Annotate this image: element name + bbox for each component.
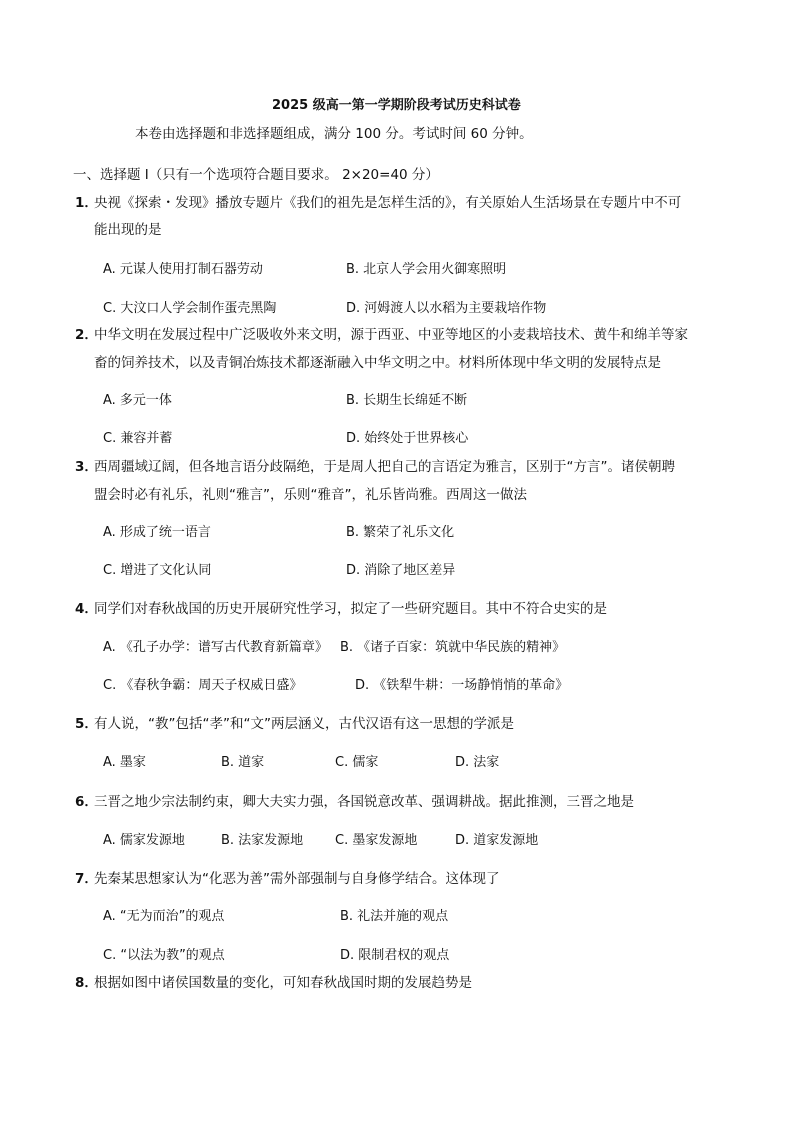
option-d[interactable]: D. 河姆渡人以水稻为主要栽培作物 [346,301,547,316]
option-a[interactable]: A. 《孔子办学：谱写古代教育新篇章》 [103,640,328,655]
option-b[interactable]: B. 北京人学会用火御寒照明 [346,262,507,277]
question-number: 8． [75,975,98,991]
question-stem-line: 央视《探索・发现》播放专题片《我们的祖先是怎样生活的》，有关原始人生活场景在专题片中不可 [94,195,682,211]
option-c[interactable]: C. 儒家 [335,755,379,770]
question-stem-line: 有人说，“教”包括“孝”和“文”两层涵义，古代汉语有这一思想的学派是 [94,716,514,732]
option-a[interactable]: A. 元谋人使用打制石器劳动 [103,262,263,277]
option-d[interactable]: D. 道家发源地 [455,833,539,848]
question-stem-line: 根据如图中诸侯国数量的变化，可知春秋战国时期的发展趋势是 [94,975,472,991]
option-c[interactable]: C. 大汶口人学会制作蛋壳黑陶 [103,301,277,316]
question-number: 2． [75,327,98,343]
option-b[interactable]: B. 法家发源地 [221,833,304,848]
option-c[interactable]: C. 兼容并蓄 [103,431,173,446]
option-b[interactable]: B. 繁荣了礼乐文化 [346,525,455,540]
question-number: 7． [75,871,98,887]
question-stem-line: 三晋之地少宗法制约束，卿大夫实力强，各国锐意改革、强调耕战。据此推测，三晋之地是 [94,794,634,810]
option-a[interactable]: A. 墨家 [103,755,146,770]
option-c[interactable]: C. 墨家发源地 [335,833,418,848]
option-d[interactable]: D. 《铁犁牛耕：一场静悄悄的革命》 [355,678,569,693]
option-c[interactable]: C. 增进了文化认同 [103,563,212,578]
option-b[interactable]: B. 长期生长绵延不断 [346,393,468,408]
question-stem-line: 盟会时必有礼乐，礼则“雅言”，乐则“雅音”，礼乐皆尚雅。西周这一做法 [94,487,527,503]
question-number: 5． [75,716,98,732]
question-stem-line: 中华文明在发展过程中广泛吸收外来文明，源于西亚、中亚等地区的小麦栽培技术、黄牛和绵羊等家 [94,327,688,343]
question-stem-line: 先秦某思想家认为“化恶为善”需外部强制与自身修学结合。这体现了 [94,871,500,887]
option-c[interactable]: C. “以法为教”的观点 [103,948,225,963]
question-number: 1． [75,195,98,211]
section-heading: 一、选择题 I（只有一个选项符合题目要求。 2×20=40 分） [73,167,439,183]
option-b[interactable]: B. 礼法并施的观点 [340,909,449,924]
option-d[interactable]: D. 限制君权的观点 [340,948,450,963]
question-stem-line: 同学们对春秋战国的历史开展研究性学习，拟定了一些研究题目。其中不符合史实的是 [94,601,607,617]
exam-title: 2025 级高一第一学期阶段考试历史科试卷 [272,98,521,113]
option-b[interactable]: B. 《诸子百家：筑就中华民族的精神》 [340,640,566,655]
option-d[interactable]: D. 法家 [455,755,500,770]
question-stem-line: 能出现的是 [94,222,162,238]
question-number: 6． [75,794,98,810]
option-a[interactable]: A. 形成了统一语言 [103,525,211,540]
option-c[interactable]: C. 《春秋争霸：周天子权威日盛》 [103,678,303,693]
option-a[interactable]: A. 儒家发源地 [103,833,185,848]
question-stem-line: 畜的饲养技术，以及青铜冶炼技术都逐渐融入中华文明之中。材料所体现中华文明的发展特点是 [94,355,661,371]
exam-subtitle: 本卷由选择题和非选择题组成，满分 100 分。考试时间 60 分钟。 [135,126,533,142]
option-a[interactable]: A. 多元一体 [103,393,172,408]
question-stem-line: 西周疆域辽阔，但各地言语分歧隔绝，于是周人把自己的言语定为雅言，区别于“方言”。诸侯朝聘 [94,459,675,475]
option-b[interactable]: B. 道家 [221,755,265,770]
option-d[interactable]: D. 消除了地区差异 [346,563,456,578]
question-number: 4． [75,601,98,617]
question-number: 3． [75,459,98,475]
option-d[interactable]: D. 始终处于世界核心 [346,431,469,446]
option-a[interactable]: A. “无为而治”的观点 [103,909,225,924]
